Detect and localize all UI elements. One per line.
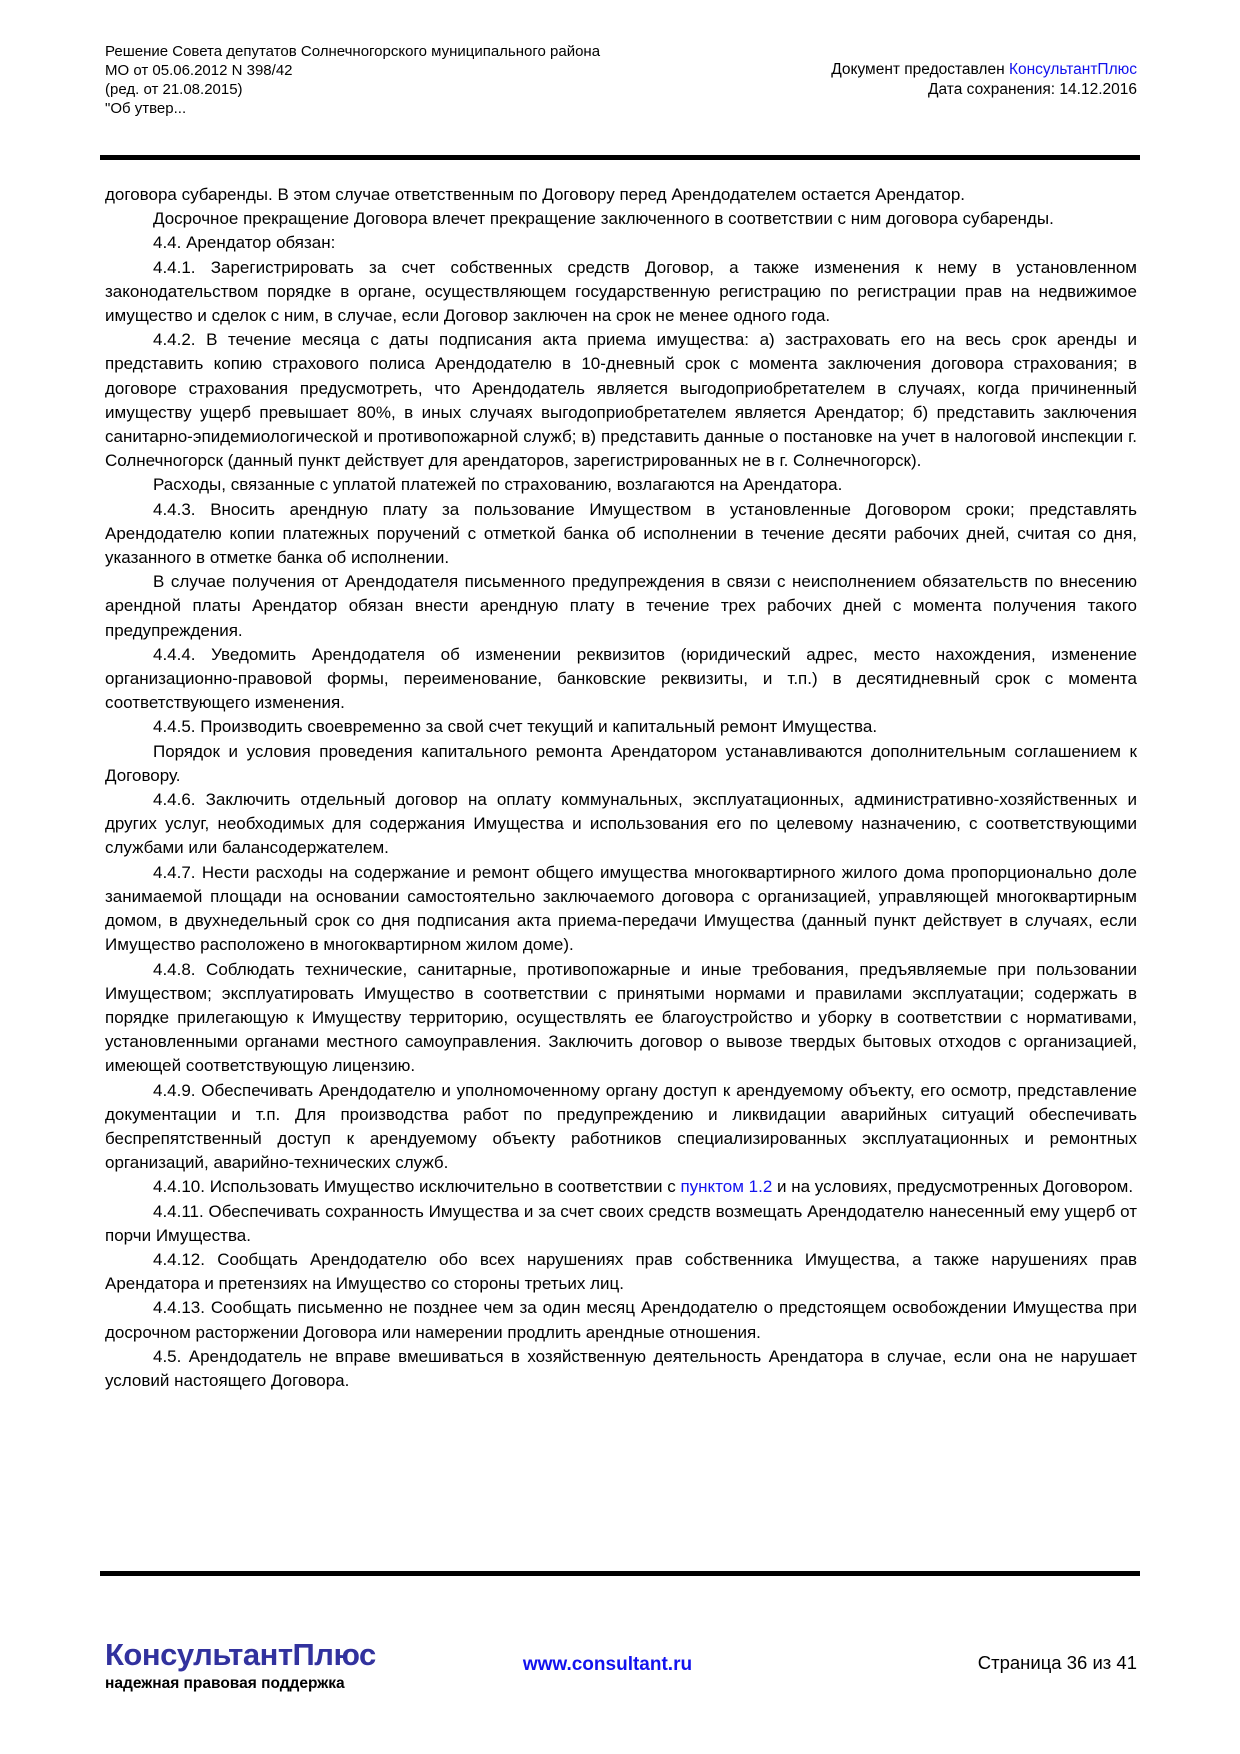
paragraph-text: договора субаренды. В этом случае ответственным по Договору перед Арендодателем остается Арендатор. bbox=[105, 185, 966, 204]
paragraph-text: 4.4.7. Нести расходы на содержание и ремонт общего имущества многоквартирного жилого дома пропорционально доле занимаемой площади на основании самостоятельно заключаемого договора с организацией, управляющей многоквартирным домом, в двухнедельный срок со дня подписания акта приема-передачи Имущества (данный пункт действует в случаях, если Имущество расположено в многоквартирном жилом доме). bbox=[105, 862, 1137, 955]
provided-by-line bbox=[831, 60, 1137, 80]
paragraph-text: 4.4. Арендатор обязан: bbox=[153, 233, 336, 253]
paragraph bbox=[105, 1079, 1137, 1176]
paragraph-text: и на условиях, предусмотренных Договором. bbox=[772, 1177, 1134, 1197]
paragraph bbox=[105, 498, 1137, 571]
paragraph bbox=[105, 328, 1137, 473]
paragraph-text: В случае получения от Арендодателя письменного предупреждения в связи с неисполнением обязательств по внесению арендной платы Арендатор обязан внести арендную плату в течение трех рабочих дней с момента получения такого предупреждения. bbox=[105, 572, 1137, 640]
paragraph-text: Досрочное прекращение Договора влечет прекращение заключенного в соответствии с ним договора субаренды. bbox=[153, 209, 1054, 229]
page-number-label: Страница 36 из 41 bbox=[977, 1652, 1137, 1673]
paragraph-text: 4.4.4. Уведомить Арендодателя об изменении реквизитов (юридический адрес, место нахождения, изменение организационно-правовой формы, переименование, банковские реквизиты, и т.п.) в десятидневный срок с момента соответствующего изменения. bbox=[105, 644, 1137, 713]
page-footer bbox=[105, 1638, 1137, 1718]
paragraph bbox=[105, 570, 1137, 643]
header-separator-rule bbox=[100, 155, 1140, 160]
paragraph bbox=[105, 1248, 1137, 1296]
paragraph-text: 4.4.2. В течение месяца с даты подписания акта приема имущества: а) застраховать его на весь срок аренды и представить копию страхового полиса Арендодателю в 10-дневный срок с момента заключения договора страхования; в договоре страхования предусмотреть, что Арендодатель является выгодоприобретателем в случаях, когда причиненный имуществу ущерб превышает 80%, в иных случаях выгодоприобретателем является Арендатор; б) представить заключения санитарно-эпидемиологической и противопожарной служб; в) представить данные о постановке на учет в налоговой инспекции г. Солнечногорск (данный пункт действует для арендаторов, зарегистрированных не в г. Солнечногорск). bbox=[105, 330, 1137, 471]
paragraph-text: 4.4.8. Соблюдать технические, санитарные, противопожарные и иные требования, предъявляемые при пользовании Имуществом; эксплуатировать Имущество в соответствии с принятыми нормами и правилами эксплуатации; содержать в порядке прилегающую к Имуществу территорию, осуществлять ее благоустройство и уборку в соответствии с нормативами, установленными органами местного самоуправления. Заключить договор о вывозе твердых бытовых отходов с организацией, имеющей соответствующую лицензию. bbox=[105, 959, 1137, 1076]
paragraph bbox=[105, 207, 1137, 231]
save-date-label: Дата сохранения: 14.12.2016 bbox=[928, 81, 1137, 98]
document-body bbox=[105, 183, 1137, 1393]
paragraph bbox=[105, 861, 1137, 958]
footer-separator-rule bbox=[100, 1571, 1140, 1576]
paragraph bbox=[105, 643, 1137, 716]
document-provider-block bbox=[831, 60, 1137, 100]
consultant-site-link[interactable]: www.consultant.ru bbox=[522, 1654, 693, 1675]
paragraph-text: 4.4.10. Использовать Имущество исключительно в соответствии с bbox=[153, 1177, 681, 1197]
document-header-info bbox=[105, 42, 600, 118]
paragraph bbox=[105, 231, 1137, 255]
paragraph bbox=[105, 1345, 1137, 1393]
paragraph-text: 4.4.9. Обеспечивать Арендодателю и уполномоченному органу доступ к арендуемому объекту, его осмотр, представление документации и т.п. Для производства работ по предупреждению и ликвидации аварийных ситуаций обеспечивать беспрепятственный доступ к арендуемому объекту работников специализированных эксплуатационных и ремонтных организаций, аварийно-технических служб. bbox=[105, 1080, 1137, 1173]
brand-tagline: надежная правовая поддержка bbox=[105, 1675, 345, 1692]
paragraph-text: 4.4.13. Сообщать письменно не позднее чем за один месяц Арендодателю о предстоящем освобождении Имущества при досрочном расторжении Договора или намерении продлить арендные отношения. bbox=[105, 1298, 1137, 1342]
paragraph bbox=[105, 473, 1137, 497]
consultant-plus-logo: КонсультантПлюс bbox=[105, 1637, 376, 1672]
paragraph-text: 4.4.6. Заключить отдельный договор на оплату коммунальных, эксплуатационных, административно-хозяйственных и других услуг, необходимых для содержания Имущества и использования его по целевому назначению, с соответствующими службами или балансодержателем. bbox=[105, 790, 1137, 858]
paragraph-text: 4.4.1. Зарегистрировать за счет собственных средств Договор, а также изменения к нему в установленном законодательством порядке в органе, осуществляющем государственную регистрацию по регистрации прав на недвижимое имущество и сделок с ним, в случае, если Договор заключен на срок не менее одного года. bbox=[105, 257, 1137, 326]
paragraph-text: 4.4.5. Производить своевременно за свой счет текущий и капитальный ремонт Имущества. bbox=[153, 717, 878, 737]
doc-number-line: МО от 05.06.2012 N 398/42 bbox=[105, 62, 293, 79]
paragraph-text: 4.4.3. Вносить арендную плату за пользование Имуществом в установленные Договором сроки; представлять Арендодателю копии платежных поручений с отметкой банка об исполнении в течение десяти рабочих дней, считая со дня, указанного в отметке банка об исполнении. bbox=[105, 499, 1137, 568]
paragraph bbox=[105, 740, 1137, 788]
paragraph bbox=[105, 1200, 1137, 1248]
paragraph-text: 4.4.12. Сообщать Арендодателю обо всех нарушениях прав собственника Имущества, а также нарушениях прав Арендатора и претензиях на Имущество со стороны третьих лиц. bbox=[105, 1249, 1137, 1294]
paragraph bbox=[105, 183, 1137, 207]
provided-by-label: Документ предоставлен bbox=[831, 61, 1009, 78]
paragraph bbox=[105, 958, 1137, 1079]
clause-reference-link[interactable]: пунктом 1.2 bbox=[680, 1177, 773, 1197]
doc-revision-line: (ред. от 21.08.2015) bbox=[105, 81, 243, 98]
paragraph bbox=[105, 256, 1137, 329]
consultant-plus-brand bbox=[105, 1638, 376, 1693]
doc-title-line: Решение Совета депутатов Солнечногорского муниципального района bbox=[105, 43, 601, 60]
paragraph bbox=[105, 715, 1137, 739]
paragraph bbox=[105, 788, 1137, 861]
doc-name-truncated-line: "Об утвер... bbox=[105, 100, 187, 117]
consultant-plus-link[interactable]: КонсультантПлюс bbox=[1008, 61, 1137, 78]
paragraph-text: Расходы, связанные с уплатой платежей по страхованию, возлагаются на Арендатора. bbox=[153, 475, 843, 495]
paragraph bbox=[105, 1296, 1137, 1344]
paragraph bbox=[105, 1175, 1137, 1199]
paragraph-text: Порядок и условия проведения капитального ремонта Арендатором устанавливаются дополнительным соглашением к Договору. bbox=[105, 741, 1137, 785]
paragraph-text: 4.5. Арендодатель не вправе вмешиваться в хозяйственную деятельность Арендатора в случае, если она не нарушает условий настоящего Договора. bbox=[105, 1346, 1137, 1390]
paragraph-text: 4.4.11. Обеспечивать сохранность Имущества и за счет своих средств возмещать Арендодателю нанесенный ему ущерб от порчи Имущества. bbox=[105, 1201, 1137, 1245]
